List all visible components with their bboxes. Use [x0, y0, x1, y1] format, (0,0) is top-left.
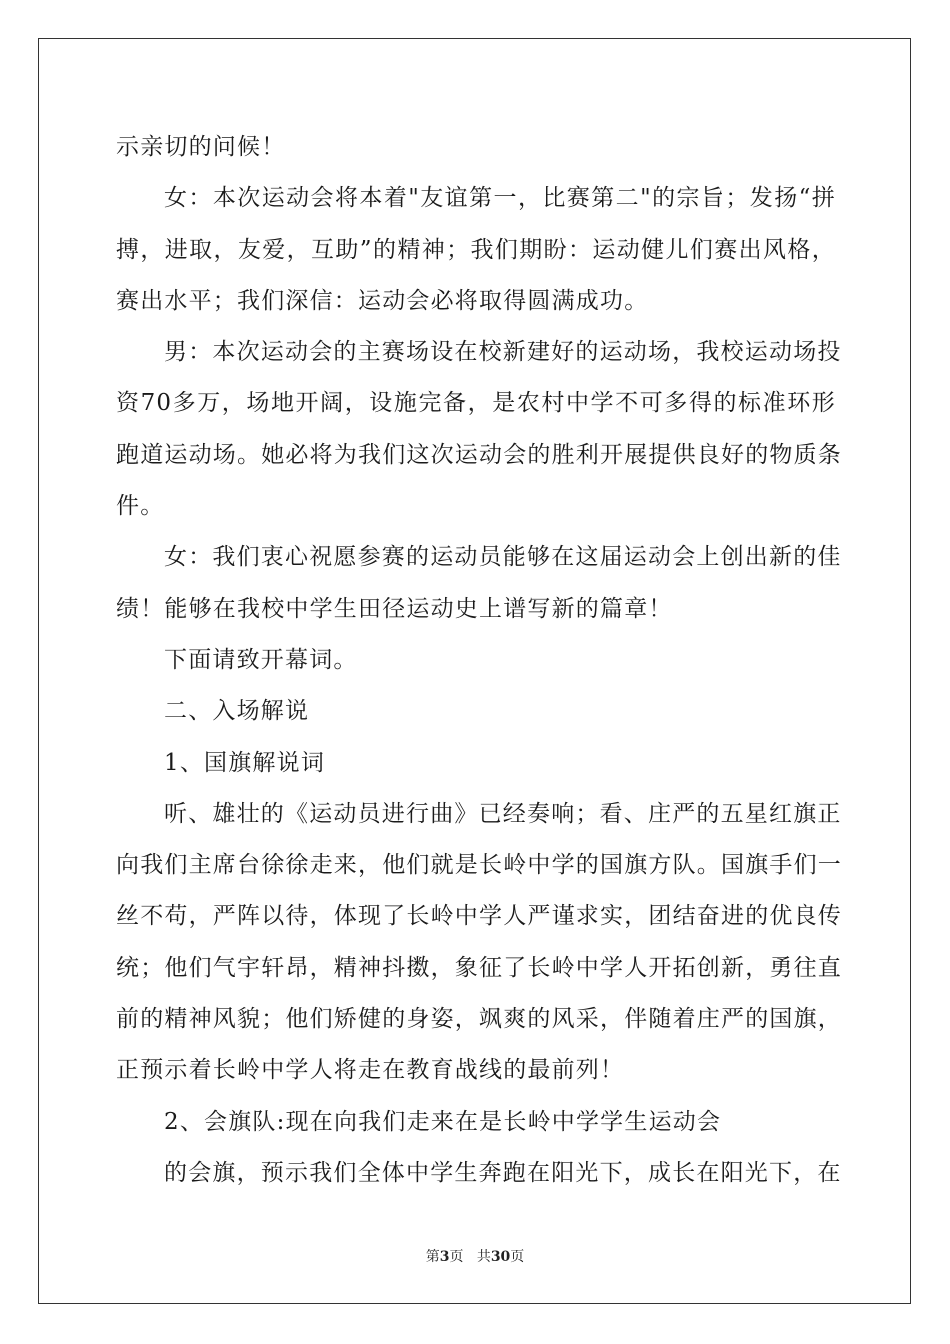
- text-line: 正预示着长岭中学人将走在教育战线的最前列！: [116, 1057, 625, 1084]
- text-line: 的会旗，预示我们全体中学生奔跑在阳光下，成长在阳光下，在: [164, 1159, 842, 1186]
- text-line: 女：我们衷心祝愿参赛的运动员能够在这届运动会上创出新的佳: [164, 544, 842, 571]
- footer-prefix: 第: [425, 1249, 440, 1265]
- text-line: 跑道运动场。她必将为我们这次运动会的胜利开展提供良好的物质条: [116, 441, 842, 468]
- page-footer: [0, 1247, 950, 1267]
- text-line: 男：本次运动会的主赛场设在校新建好的运动场，我校运动场投: [164, 339, 842, 366]
- text-line: 1、国旗解说词: [164, 749, 326, 776]
- footer-total-suffix: 页: [510, 1249, 525, 1265]
- text-line: 统；他们气宇轩昂，精神抖擞，象征了长岭中学人开拓创新，勇往直: [116, 954, 842, 981]
- footer-page-suffix: 页: [449, 1249, 464, 1265]
- text-line: 搏，进取，友爱，互助”的精神；我们期盼：运动健儿们赛出风格，: [116, 236, 836, 263]
- text-line: 下面请致开幕词。: [164, 646, 358, 673]
- text-line: 绩！能够在我校中学生田径运动史上谱写新的篇章！: [116, 595, 673, 622]
- footer-total-prefix: 共: [476, 1249, 491, 1265]
- text-line: 女：本次运动会将本着"友谊第一，比赛第二"的宗旨；发扬“拼: [164, 185, 836, 212]
- text-line: 前的精神风貌；他们矫健的身姿，飒爽的风采，伴随着庄严的国旗，: [116, 1006, 842, 1033]
- text-line: 2、会旗队:现在向我们走来在是长岭中学学生运动会: [164, 1108, 722, 1135]
- text-line: 向我们主席台徐徐走来，他们就是长岭中学的国旗方队。国旗手们一: [116, 852, 842, 879]
- text-line: 件。: [116, 493, 165, 520]
- current-page-number: 3: [439, 1249, 450, 1265]
- text-line: 二、入场解说: [164, 698, 310, 725]
- text-line: 资70多万，场地开阔，设施完备，是农村中学不可多得的标准环形: [116, 390, 836, 417]
- text-line: 赛出水平；我们深信：运动会必将取得圆满成功。: [116, 287, 649, 314]
- text-line: 示亲切的问候！: [116, 134, 286, 160]
- total-page-count: 30: [490, 1249, 511, 1265]
- text-line: 丝不苟，严阵以待，体现了长岭中学人严谨求实，团结奋进的优良传: [116, 903, 842, 930]
- text-line: 听、雄壮的《运动员进行曲》已经奏响；看、庄严的五星红旗正: [164, 800, 842, 827]
- document-body: [116, 122, 842, 1199]
